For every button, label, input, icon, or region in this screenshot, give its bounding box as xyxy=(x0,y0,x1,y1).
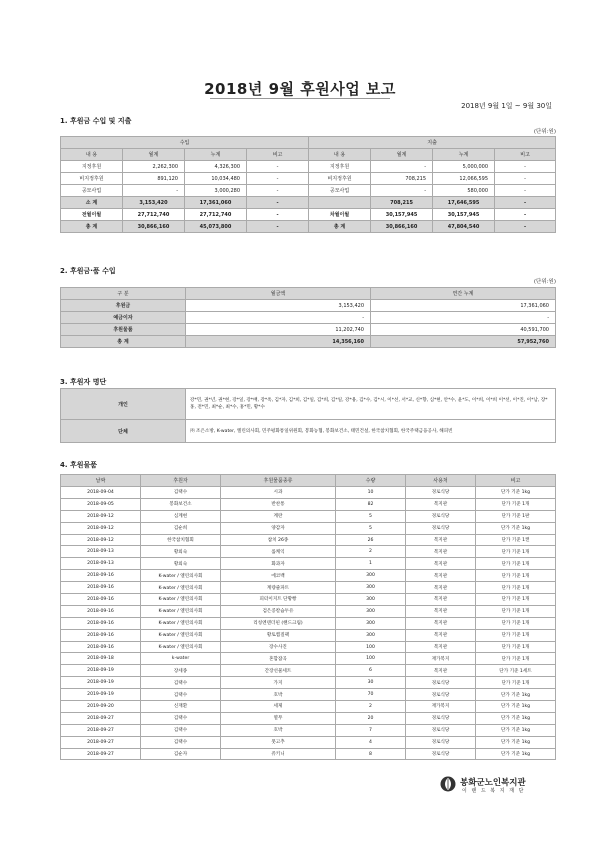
table-cell: - xyxy=(371,312,556,324)
table-cell: 580,000 xyxy=(433,185,495,197)
table-cell: 3,153,420 xyxy=(123,197,185,209)
table-cell: 복지관 xyxy=(406,629,476,641)
table-cell: 단가 기준 1kg xyxy=(476,748,556,760)
org-name: 봉화군노인복지관 xyxy=(460,778,526,788)
table-cell: 계란 xyxy=(221,510,336,522)
table-cell: 간장선물세트 xyxy=(221,665,336,677)
column-header: 월계 xyxy=(123,149,185,161)
table-cell: 비지정후원 xyxy=(61,173,123,185)
page-title: 2018년 9월 후원사업 보고 xyxy=(204,80,396,98)
table-row xyxy=(61,312,556,324)
table-cell xyxy=(309,197,371,209)
table-row xyxy=(61,185,556,197)
table-cell: 김순희 xyxy=(141,522,221,534)
table-cell: 20 xyxy=(336,712,406,724)
table-cell: 10,034,480 xyxy=(185,173,247,185)
table-cell: K-water / 엘린의사회 xyxy=(141,605,221,617)
table-cell: 17,646,595 xyxy=(433,197,495,209)
table-cell: 김택수 xyxy=(141,689,221,701)
table-cell: 김택수 xyxy=(141,724,221,736)
table-cell: - xyxy=(247,197,309,209)
table-cell: - xyxy=(495,161,556,173)
table-cell: 30 xyxy=(336,677,406,689)
table-cell: - xyxy=(495,197,556,209)
income-expense-table xyxy=(60,136,556,233)
table-cell: k-water xyxy=(141,653,221,665)
column-header: 월계 xyxy=(371,149,433,161)
table-cell: 2018-09-13 xyxy=(61,546,141,558)
table-row xyxy=(61,641,556,653)
table-cell: 공모사업 xyxy=(309,185,371,197)
table-cell: 단가 기준 1세트 xyxy=(476,665,556,677)
table-cell: 단가 기준 1kg xyxy=(476,701,556,713)
table-cell: 계량줄파트 xyxy=(221,582,336,594)
table-cell: 단가 기준 1개 xyxy=(476,498,556,510)
table-cell: 12,066,595 xyxy=(433,173,495,185)
report-period: 2018년 9월 1일 ~ 9월 30일 xyxy=(461,102,552,110)
section-2-unit: (단위:원) xyxy=(533,279,556,285)
table-cell: 피터이지트 단황빵 xyxy=(221,594,336,606)
table-row xyxy=(61,689,556,701)
table-cell: 100 xyxy=(336,653,406,665)
table-cell: 2018-09-04 xyxy=(61,487,141,499)
table-cell: K-water / 엘린의사회 xyxy=(141,617,221,629)
table-cell: 호박 xyxy=(221,689,336,701)
table-cell: 단가 기준 1kg xyxy=(476,736,556,748)
table-cell: - xyxy=(495,185,556,197)
table-cell: 단가 기준 1개 xyxy=(476,617,556,629)
table-cell: 5 xyxy=(336,510,406,522)
table-row xyxy=(61,594,556,606)
table-row xyxy=(61,701,556,713)
table-cell: 6 xyxy=(336,665,406,677)
table-cell: 2018-09-16 xyxy=(61,605,141,617)
table-cell: 2018-09-19 xyxy=(61,665,141,677)
table-cell: 혼합잡곡 xyxy=(221,653,336,665)
table-row xyxy=(61,487,556,499)
table-row xyxy=(61,617,556,629)
table-cell: 황외숙 xyxy=(141,558,221,570)
table-cell: 후원물품 xyxy=(61,324,186,336)
column-header: 구 분 xyxy=(61,288,186,300)
table-cell: 세제 xyxy=(221,701,336,713)
table-cell: 2 xyxy=(336,701,406,713)
table-header-row xyxy=(61,288,556,300)
column-header: 월금액 xyxy=(186,288,371,300)
table-row xyxy=(61,677,556,689)
table-cell: 장세종 xyxy=(141,665,221,677)
table-cell: 경로식당 xyxy=(406,487,476,499)
table-cell: 봉화보건소 xyxy=(141,498,221,510)
table-cell: 5,000,000 xyxy=(433,161,495,173)
table-cell: 45,073,800 xyxy=(185,221,247,233)
column-header: 누계 xyxy=(185,149,247,161)
table-cell: 예금이자 xyxy=(61,312,186,324)
table-cell: 전월이월 xyxy=(61,209,123,221)
table-cell: 재가복지 xyxy=(406,701,476,713)
table-cell: 참치 26종 xyxy=(221,534,336,546)
table-row xyxy=(61,197,556,209)
table-cell: 4 xyxy=(336,736,406,748)
table-cell: - xyxy=(495,221,556,233)
table-row xyxy=(61,724,556,736)
table-row xyxy=(61,558,556,570)
table-cell: 경로식당 xyxy=(406,677,476,689)
table-cell: 한국참치협회 xyxy=(141,534,221,546)
table-cell: 2018-09-16 xyxy=(61,641,141,653)
table-cell: 김택수 xyxy=(141,736,221,748)
table-row xyxy=(61,173,556,185)
table-cell: 82 xyxy=(336,498,406,510)
table-cell: 2019-09-20 xyxy=(61,701,141,713)
table-row xyxy=(61,712,556,724)
table-cell: 30,157,945 xyxy=(433,209,495,221)
table-cell: 57,952,760 xyxy=(371,336,556,348)
table-cell: 100 xyxy=(336,641,406,653)
table-cell: 재가복지 xyxy=(406,653,476,665)
table-cell: 경로식당 xyxy=(406,712,476,724)
table-cell: 풋고추 xyxy=(221,736,336,748)
table-cell: 복지관 xyxy=(406,617,476,629)
table-cell: 708,215 xyxy=(371,197,433,209)
table-cell: 47,804,540 xyxy=(433,221,495,233)
table-row xyxy=(61,653,556,665)
table-cell: 에코백 xyxy=(221,570,336,582)
group-label: 단체 xyxy=(61,420,186,443)
table-cell: K-water / 엘린의사회 xyxy=(141,582,221,594)
table-cell: 300 xyxy=(336,617,406,629)
table-cell: 시과 xyxy=(221,487,336,499)
table-cell: 단가 기준 1개 xyxy=(476,629,556,641)
table-cell: 27,712,740 xyxy=(185,209,247,221)
table-cell: - xyxy=(495,209,556,221)
table-cell: 양감자 xyxy=(221,522,336,534)
table-cell: 단가 기준 1kg xyxy=(476,712,556,724)
column-header: 누계 xyxy=(433,149,495,161)
table-cell: - xyxy=(247,221,309,233)
table-cell: - xyxy=(247,185,309,197)
table-cell: - xyxy=(247,173,309,185)
table-cell: 리칭엔덴더핀 (핸드크림) xyxy=(221,617,336,629)
table-cell: 2018-09-05 xyxy=(61,498,141,510)
table-cell: 300 xyxy=(336,594,406,606)
table-cell: 공모사업 xyxy=(61,185,123,197)
table-cell: 단가 기준 1개 xyxy=(476,605,556,617)
table-row xyxy=(61,221,556,233)
table-cell: 김택수 xyxy=(141,712,221,724)
table-cell: 단가 기준 1판 xyxy=(476,510,556,522)
section-4-heading: 4. 후원물품 xyxy=(60,461,98,469)
table-header-row xyxy=(61,475,556,487)
table-cell: - xyxy=(371,185,433,197)
table-row xyxy=(61,522,556,534)
table-cell: 2018-09-12 xyxy=(61,534,141,546)
column-header: 사용처 xyxy=(406,475,476,487)
table-cell: 단가 기준 1kg xyxy=(476,487,556,499)
table-cell: 김택수 xyxy=(141,487,221,499)
leaf-logo-icon xyxy=(440,776,456,792)
table-cell: 반찬통 xyxy=(221,498,336,510)
table-cell: 단가 기준 1개 xyxy=(476,558,556,570)
section-2-heading: 2. 후원금·품 수입 xyxy=(60,267,116,275)
table-row xyxy=(61,665,556,677)
table-cell: 복지관 xyxy=(406,582,476,594)
table-cell: 경로식당 xyxy=(406,522,476,534)
table-cell: 300 xyxy=(336,629,406,641)
table-cell: 복지관 xyxy=(406,498,476,510)
table-cell: 김택수 xyxy=(141,677,221,689)
table-cell: 황토찜질팩 xyxy=(221,629,336,641)
table-cell: - xyxy=(123,185,185,197)
table-cell: 300 xyxy=(336,570,406,582)
table-cell: 30,866,160 xyxy=(371,221,433,233)
table-cell: 3,000,280 xyxy=(185,185,247,197)
donated-goods-table xyxy=(60,474,556,760)
table-row xyxy=(61,510,556,522)
table-cell: 2018-09-27 xyxy=(61,724,141,736)
table-cell: 복지관 xyxy=(406,594,476,606)
table-row xyxy=(61,324,556,336)
table-cell: 차월이월 xyxy=(309,209,371,221)
table-cell: 총 계 xyxy=(309,221,371,233)
table-cell: 단가 기준 1개 xyxy=(476,582,556,594)
column-header: 연간 누계 xyxy=(371,288,556,300)
donor-list-table xyxy=(60,388,556,443)
table-cell: 708,215 xyxy=(371,173,433,185)
table-cell: 경로식당 xyxy=(406,748,476,760)
table-row xyxy=(61,629,556,641)
expense-header: 지출 xyxy=(309,137,556,149)
column-header: 후원자 xyxy=(141,475,221,487)
table-cell: 지정후원 xyxy=(309,161,371,173)
table-cell: 단가 기준 1캔 xyxy=(476,534,556,546)
table-cell: 17,361,060 xyxy=(371,300,556,312)
table-row xyxy=(61,582,556,594)
org-foundation: 이 랜 드 복 지 재 단 xyxy=(462,788,525,794)
table-cell: K-water / 엘린의사회 xyxy=(141,570,221,582)
table-row xyxy=(61,336,556,348)
table-cell: 14,356,160 xyxy=(186,336,371,348)
table-cell: 단가 기준 1kg xyxy=(476,724,556,736)
column-header: 비고 xyxy=(476,475,556,487)
table-cell: 300 xyxy=(336,605,406,617)
table-cell: K-water / 엘린의사회 xyxy=(141,594,221,606)
table-cell: 단가 기준 1kg xyxy=(476,522,556,534)
table-cell: K-water / 엘린의사회 xyxy=(141,629,221,641)
table-cell: - xyxy=(247,161,309,173)
table-cell: 2018-09-16 xyxy=(61,570,141,582)
column-header: 비고 xyxy=(247,149,309,161)
table-cell: 2018-09-12 xyxy=(61,522,141,534)
table-cell: 300 xyxy=(336,582,406,594)
table-cell: 2018-09-27 xyxy=(61,712,141,724)
table-cell: 단가 기준 1개 xyxy=(476,653,556,665)
column-header: 내 용 xyxy=(61,149,123,161)
table-cell: 롤케익 xyxy=(221,546,336,558)
table-cell: 1 xyxy=(336,558,406,570)
table-cell: 70 xyxy=(336,689,406,701)
table-cell: 2018-09-18 xyxy=(61,653,141,665)
table-cell: 27,712,740 xyxy=(123,209,185,221)
income-header: 수입 xyxy=(61,137,309,149)
table-cell: 열무 xyxy=(221,712,336,724)
group-donors: ㈜ 조은소방, K-water, 엘린의사회, 민주평화통일위원회, 봉화농협, 봉화보건소, 태민건설, 한국참치협회, 한국주택금융공사, 해피빈 xyxy=(186,420,556,443)
section-3-heading: 3. 후원자 명단 xyxy=(60,378,107,386)
section-1-unit: (단위:원) xyxy=(533,129,556,135)
table-cell: 비지정후원 xyxy=(309,173,371,185)
table-cell: K-water / 엘린의사회 xyxy=(141,641,221,653)
table-cell: 화과자 xyxy=(221,558,336,570)
table-cell: - xyxy=(247,209,309,221)
table-cell: 2018-09-27 xyxy=(61,736,141,748)
table-cell: 황외숙 xyxy=(141,546,221,558)
table-cell: 2 xyxy=(336,546,406,558)
table-row xyxy=(61,498,556,510)
table-cell: 복지관 xyxy=(406,641,476,653)
column-header: 수량 xyxy=(336,475,406,487)
table-cell: 2018-09-16 xyxy=(61,629,141,641)
personal-label: 개인 xyxy=(61,389,186,420)
table-cell: 7 xyxy=(336,724,406,736)
table-cell: - xyxy=(495,173,556,185)
donation-income-table xyxy=(60,287,556,348)
table-cell: 단가 기준 1개 xyxy=(476,677,556,689)
table-row xyxy=(61,300,556,312)
table-cell: 2018-09-12 xyxy=(61,510,141,522)
table-cell: 891,120 xyxy=(123,173,185,185)
table-cell: 단가 기준 1개 xyxy=(476,594,556,606)
table-cell: 경로식당 xyxy=(406,510,476,522)
table-cell: - xyxy=(186,312,371,324)
table-cell: 후원금 xyxy=(61,300,186,312)
table-row xyxy=(61,570,556,582)
table-cell: 총 계 xyxy=(61,221,123,233)
table-cell: 복지관 xyxy=(406,534,476,546)
table-cell: 2018-09-27 xyxy=(61,748,141,760)
table-cell: 2018-09-16 xyxy=(61,582,141,594)
table-cell: 11,202,740 xyxy=(186,324,371,336)
column-header: 날짜 xyxy=(61,475,141,487)
table-cell: 검은콩칼슘두유 xyxy=(221,605,336,617)
table-cell: 쥬키니 xyxy=(221,748,336,760)
table-cell: 5 xyxy=(336,522,406,534)
table-cell: 신재환 xyxy=(141,701,221,713)
table-cell: 3,153,420 xyxy=(186,300,371,312)
table-cell: 심계현 xyxy=(141,510,221,522)
table-cell: 복지관 xyxy=(406,570,476,582)
table-row xyxy=(61,534,556,546)
table-cell: 복지관 xyxy=(406,546,476,558)
table-row xyxy=(61,736,556,748)
table-cell: 경로식당 xyxy=(406,724,476,736)
table-cell: 8 xyxy=(336,748,406,760)
table-cell: 복지관 xyxy=(406,558,476,570)
table-cell: 소 계 xyxy=(61,197,123,209)
table-cell: 호박 xyxy=(221,724,336,736)
table-cell: 17,361,060 xyxy=(185,197,247,209)
personal-donors: 강*민, 권*년, 권*현, 강*일, 강*배, 강*옥, 김*자, 김*희, 김*일, 김*희, 김*일, 강*용, 김*수, 김*시, 이*선, 서*교, 신*향, 심*현, 안*수, 윤*도, 이*희, 이*희 이*선, 이*진, 이*남, 장*홍, 전*민, 최*순, 최*수, 홍*민, 황*수 xyxy=(186,389,556,420)
table-cell: 복지관 xyxy=(406,665,476,677)
table-row xyxy=(61,748,556,760)
table-cell: 2018-09-19 xyxy=(61,677,141,689)
table-cell: 30,157,945 xyxy=(371,209,433,221)
table-row xyxy=(61,209,556,221)
table-cell: 지정후원 xyxy=(61,161,123,173)
table-cell: 2,262,300 xyxy=(123,161,185,173)
table-cell: 단가 기준 1kg xyxy=(476,689,556,701)
table-cell: 40,591,700 xyxy=(371,324,556,336)
section-1-heading: 1. 후원금 수입 및 지출 xyxy=(60,117,132,125)
table-cell: 복지관 xyxy=(406,605,476,617)
table-cell: 총 계 xyxy=(61,336,186,348)
table-row xyxy=(61,546,556,558)
table-cell: 경로식당 xyxy=(406,689,476,701)
table-cell: 단가 기준 1개 xyxy=(476,546,556,558)
table-cell: 2019-09-19 xyxy=(61,689,141,701)
table-cell: - xyxy=(371,161,433,173)
table-row xyxy=(61,605,556,617)
column-header: 비고 xyxy=(495,149,556,161)
table-cell: 장수사진 xyxy=(221,641,336,653)
table-cell: 10 xyxy=(336,487,406,499)
column-header: 후원물품종류 xyxy=(221,475,336,487)
column-header: 내 용 xyxy=(309,149,371,161)
table-cell: 2018-09-16 xyxy=(61,617,141,629)
table-cell: 가지 xyxy=(221,677,336,689)
table-cell: 2018-09-13 xyxy=(61,558,141,570)
table-cell: 4,326,300 xyxy=(185,161,247,173)
table-header-row xyxy=(61,149,556,161)
table-cell: 26 xyxy=(336,534,406,546)
table-row xyxy=(61,161,556,173)
table-cell: 30,866,160 xyxy=(123,221,185,233)
title-underline xyxy=(210,98,390,99)
table-cell: 2018-09-16 xyxy=(61,594,141,606)
table-cell: 경로식당 xyxy=(406,736,476,748)
table-cell: 단가 기준 1개 xyxy=(476,641,556,653)
table-cell: 김순자 xyxy=(141,748,221,760)
table-cell: 단가 기준 1개 xyxy=(476,570,556,582)
